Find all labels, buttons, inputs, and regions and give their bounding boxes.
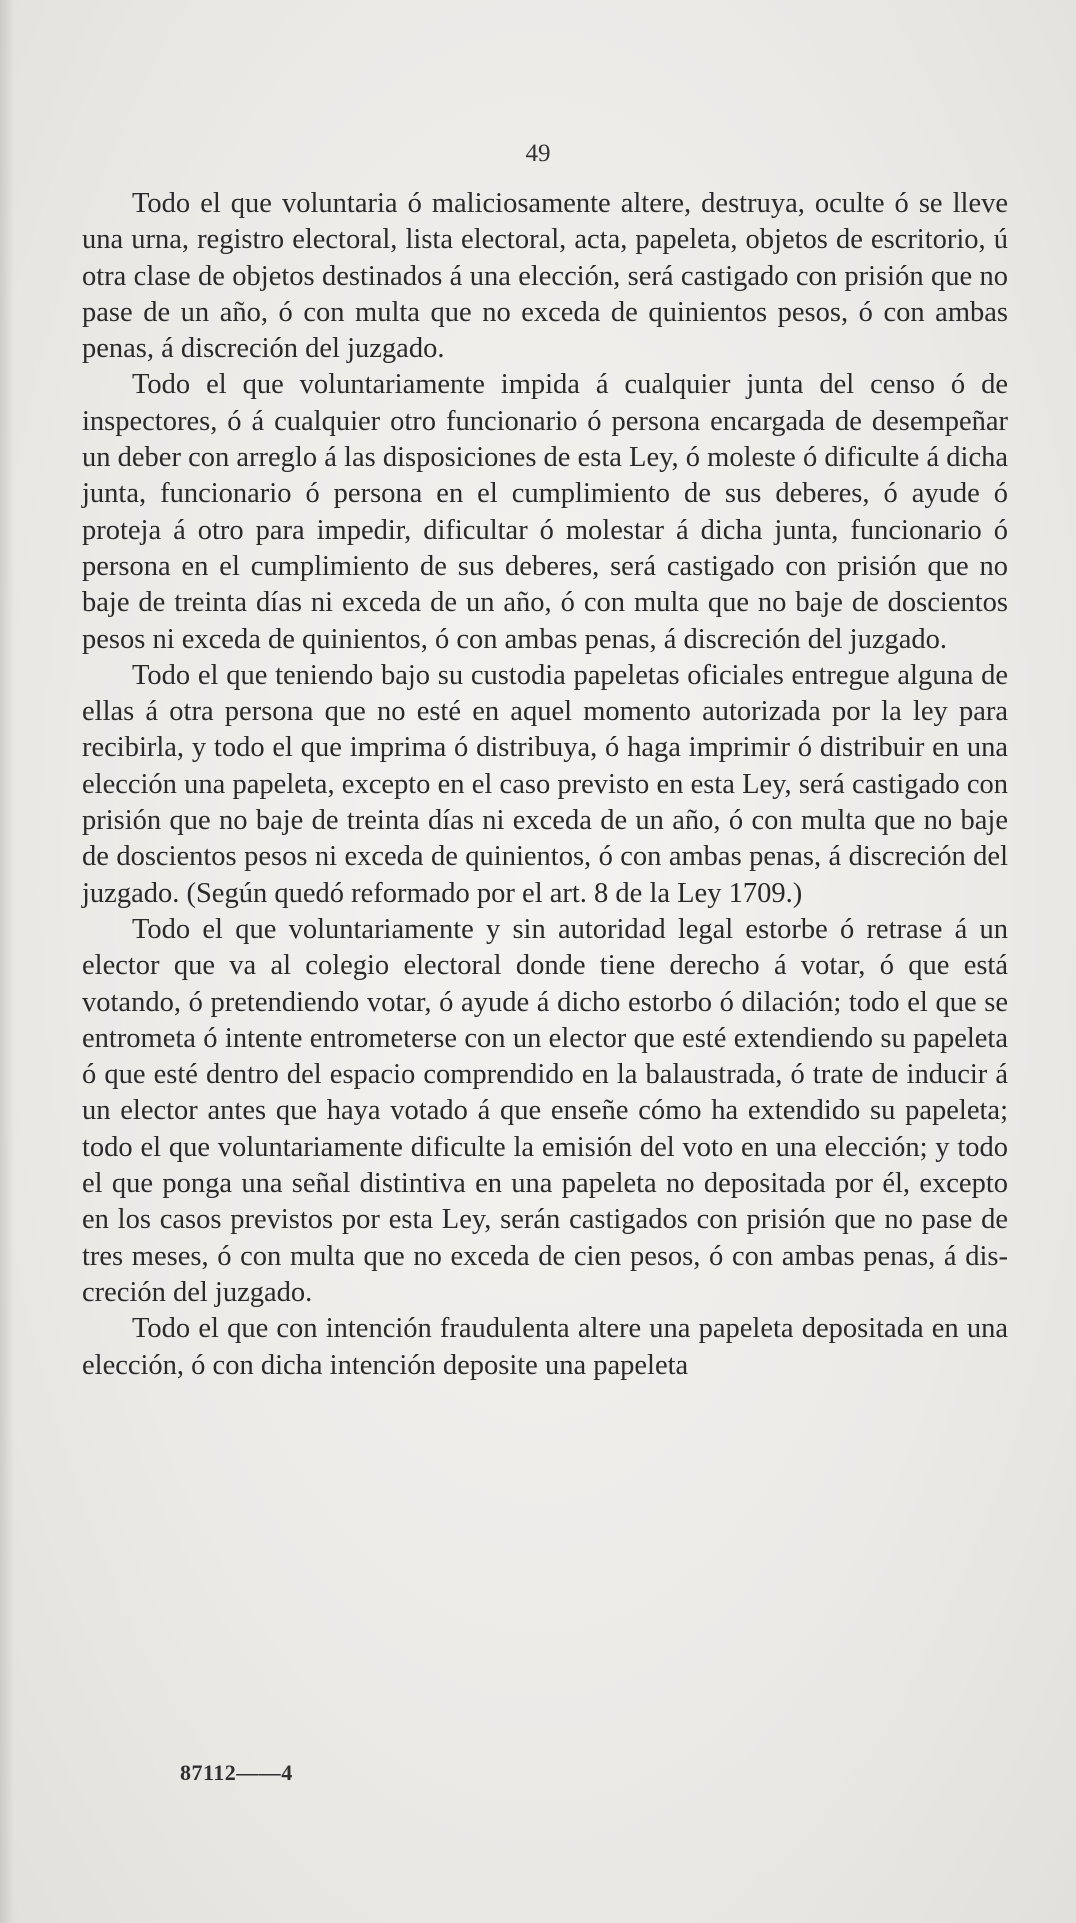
- page-number: 49: [525, 140, 551, 167]
- paragraph: Todo el que voluntaria ó maliciosamente altere, destruya, oculte ó se lleve una urna, registro electoral, lista electoral, acta, papeleta, objetos de escritorio, ú otra clase de objetos destinados á una elección, será castigado con prisión que no pase de un año, ó con multa que no exceda de quinientos pesos, ó con ambas penas, á discreción del juzgado.: [82, 188, 1008, 365]
- paragraph: Todo el que con intención fraudulenta altere una papeleta depositada en una elección, ó con dicha intención deposite una papeleta: [82, 1313, 1008, 1381]
- paragraph: Todo el que voluntariamente y sin autoridad legal estorbe ó retrase á un elector que va al colegio electoral donde tiene derecho á votar, ó que está votando, ó pretendiendo votar, ó ayude á dicho estorbo ó dilación; todo el que se entrometa ó intente entrometerse con un elector que esté extendiendo su papeleta ó que esté dentro del espacio comprendido en la balaustrada, ó trate de inducir á un elector antes que haya votado á que enseñe cómo ha extendido su papeleta; todo el que voluntariamente dificulte la emisión del voto en una elección; y todo el que ponga una señal distintiva en una papeleta no depositada por él, excepto en los casos previstos por esta Ley, serán castigados con prisión que no pase de tres meses, ó con multa que no exceda de cien pesos, ó con ambas penas, á discreción del juzgado.: [82, 913, 1008, 1308]
- paragraph: Todo el que teniendo bajo su custodia papeletas oficiales entregue alguna de ellas á otra persona que no esté en aquel momento autorizada por la ley para recibirla, y todo el que imprima ó distribuya, ó haga imprimir ó distribuir en una elección una papeleta, excepto en el caso previsto en esta Ley, será castigado con prisión que no baje de treinta días ni exceda de un año, ó con multa que no baje de doscientos pesos ni exceda de quinientos, ó con ambas penas, á discreción del juzgado. (Según quedó reformado por el art. 8 de la Ley 1709.): [82, 659, 1008, 909]
- body-text: [82, 186, 1008, 1384]
- printer-signature-mark: 87112——4: [180, 1760, 293, 1785]
- page-edge-shadow: [0, 0, 14, 1923]
- paragraph: Todo el que voluntariamente impida á cualquier junta del censo ó de inspectores, ó á cualquier otro funcionario ó persona encargada de desempeñar un deber con arreglo á las disposiciones de esta Ley, ó moleste ó dificulte á dicha junta, funcionario ó persona en el cumplimiento de sus deberes, ó ayude ó proteja á otro para impedir, dificultar ó molestar á dicha junta, funcionario ó persona en el cumplimiento de sus deberes, será castigado con prisión que no baje de treinta días ni exceda de un año, ó con multa que no baje de doscientos pesos ni exceda de quinientos, ó con ambas penas, á discreción del juzgado.: [82, 369, 1008, 655]
